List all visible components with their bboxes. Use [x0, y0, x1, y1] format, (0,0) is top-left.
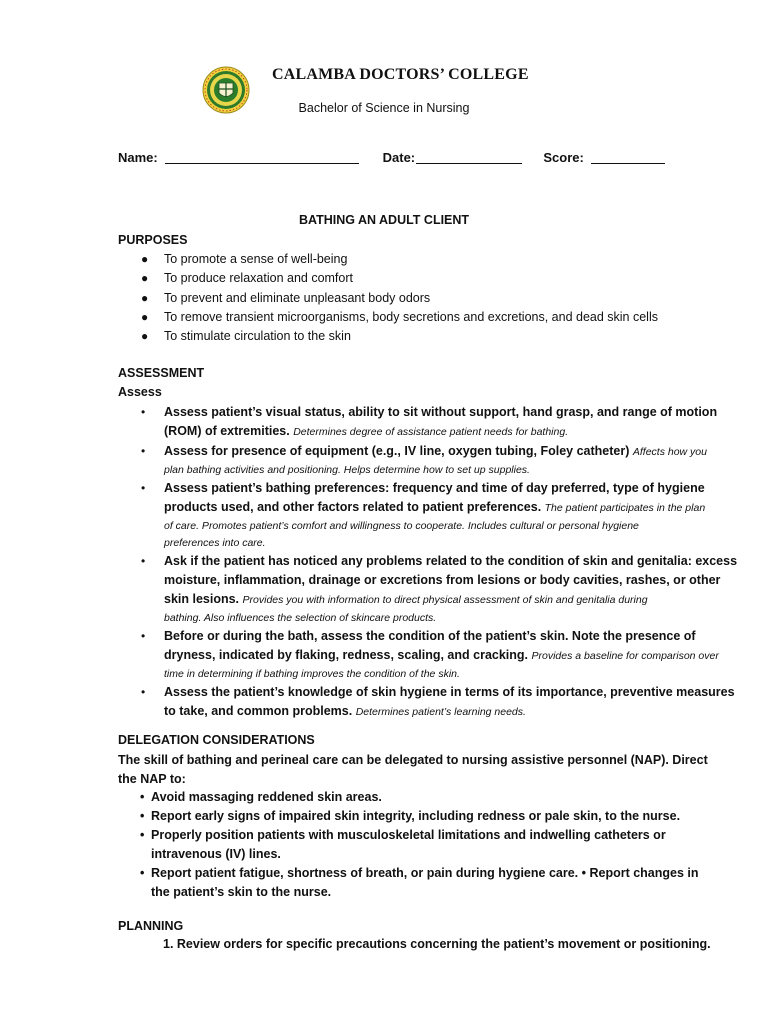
list-item: ● To remove transient microorganisms, body secretions and excretions, and dead skin cells [118, 308, 718, 327]
text-line [164, 442, 718, 462]
college-name: CALAMBA DOCTORS’ COLLEGE [272, 66, 529, 83]
bullet-icon: • [140, 809, 145, 823]
rationale-text: time in determining if bathing improves the condition of the skin. [164, 668, 460, 680]
instruction-text: Assess patient’s visual status, ability to sit without support, hand grasp, and range of motion [164, 405, 718, 419]
bullet-icon: • [140, 866, 145, 880]
text-line [164, 403, 718, 422]
bullet-icon: • [141, 405, 146, 419]
rationale-text: Provides you with information to direct physical assessment of skin and genitalia during [242, 594, 648, 606]
assessment-item [118, 479, 718, 552]
purposes-list [118, 250, 718, 346]
instruction-text: dryness, indicated by flaking, redness, scaling, and cracking. [164, 648, 532, 662]
delegation-intro: The skill of bathing and perineal care can be delegated to nursing assistive personnel (NAP). Direct the NAP to: [118, 753, 708, 786]
rationale-text: Affects how you [632, 446, 707, 458]
text-line [164, 422, 718, 442]
rationale-text: Determines patient’s learning needs. [355, 706, 526, 718]
text-line [164, 702, 718, 722]
instruction-text: skin lesions. [164, 592, 243, 606]
date-field[interactable] [416, 150, 522, 164]
student-info-row [118, 150, 665, 165]
assessment-item [118, 552, 738, 627]
purposes-heading: PURPOSES [118, 233, 188, 247]
bullet-icon: • [141, 554, 146, 568]
bullet-icon: ● [141, 252, 149, 266]
date-label: Date: [382, 150, 416, 165]
instruction-text: (ROM) of extremities. [164, 424, 294, 438]
rationale-text: The patient participates in the plan [544, 502, 706, 514]
instruction-text: Assess for presence of equipment (e.g., IV line, oxygen tubing, Foley catheter) [164, 444, 633, 458]
text-line [164, 610, 718, 627]
text-line [164, 479, 718, 498]
text-line [164, 666, 718, 683]
list-item: ● To produce relaxation and comfort [118, 269, 718, 288]
assessment-item [118, 627, 718, 683]
name-field[interactable] [165, 150, 359, 164]
list-item: • Properly position patients with musculoskeletal limitations and indwelling catheters or intravenous (IV) lines. [140, 828, 666, 861]
rationale-text: preferences into care. [164, 537, 266, 549]
assess-subheading: Assess [118, 385, 162, 399]
text-line [164, 518, 718, 535]
bullet-icon: ● [141, 329, 149, 344]
score-label: Score: [543, 150, 584, 165]
rationale-text: plan bathing activities and positioning. Helps determine how to set up supplies. [164, 464, 530, 476]
instruction-text: moisture, inflammation, drainage or excretions from lesions or body cavities, rashes, or other [164, 573, 721, 587]
bullet-icon: ● [141, 309, 149, 324]
assessment-heading: ASSESSMENT [118, 366, 205, 380]
rationale-text: Provides a baseline for comparison over [531, 650, 719, 662]
text-line [164, 498, 718, 518]
instruction-text: Before or during the bath, assess the condition of the patient’s skin. Note the presence of [164, 629, 696, 643]
assessment-item [118, 403, 718, 442]
bullet-icon: ● [141, 290, 149, 305]
rationale-text: Determines degree of assistance patient needs for bathing. [293, 426, 569, 438]
text-line [164, 646, 718, 666]
assessment-item [118, 683, 735, 722]
text-line [164, 552, 738, 571]
bullet-icon: • [141, 629, 146, 643]
text-line [164, 535, 718, 552]
rationale-text: of care. Promotes patient’s comfort and willingness to cooperate. Includes cultural or personal hygiene [164, 520, 639, 532]
planning-list [163, 937, 711, 951]
text-line [164, 683, 735, 702]
list-item: 1. Review orders for specific precautions concerning the patient’s movement or positioning. [163, 937, 711, 951]
list-item: • Avoid massaging reddened skin areas. [140, 788, 720, 807]
bullet-icon: • [140, 790, 145, 804]
list-item: • Report patient fatigue, shortness of breath, or pain during hygiene care. • Report changes in the patient’s skin to the nurse. [140, 866, 699, 899]
list-item: ● To stimulate circulation to the skin [118, 327, 718, 346]
bullet-icon: • [141, 685, 146, 699]
list-item: ● To prevent and eliminate unpleasant body odors [118, 289, 718, 308]
list-item: • Report early signs of impaired skin integrity, including redness or pale skin, to the nurse. [140, 807, 720, 826]
delegation-heading: DELEGATION CONSIDERATIONS [118, 733, 315, 747]
text-line [164, 590, 718, 610]
text-line [164, 462, 718, 479]
assessment-list [118, 403, 738, 722]
instruction-text: to take, and common problems. [164, 704, 356, 718]
instruction-text: Ask if the patient has noticed any problems related to the condition of skin and genitalia: excess [164, 554, 738, 568]
instruction-text: Assess the patient’s knowledge of skin hygiene in terms of its importance, preventive measures [164, 685, 735, 699]
bullet-icon: ● [141, 271, 149, 286]
instruction-text: products used, and other factors related to patient preferences. [164, 500, 545, 514]
score-field[interactable] [591, 150, 665, 164]
delegation-list [140, 788, 720, 902]
planning-heading: PLANNING [118, 919, 184, 933]
bullet-icon: • [140, 828, 145, 842]
bullet-icon: • [141, 444, 146, 458]
instruction-text: Assess patient’s bathing preferences: frequency and time of day preferred, type of hygiene [164, 481, 705, 495]
list-item: ● To promote a sense of well-being [118, 250, 718, 269]
program-name: Bachelor of Science in Nursing [298, 101, 470, 115]
name-label: Name: [118, 150, 158, 165]
text-line [164, 571, 721, 590]
bullet-icon: • [141, 481, 146, 495]
text-line [164, 627, 718, 646]
document-title: BATHING AN ADULT CLIENT [298, 213, 470, 227]
rationale-text: bathing. Also influences the selection of skincare products. [164, 612, 437, 624]
assessment-item [118, 442, 718, 479]
